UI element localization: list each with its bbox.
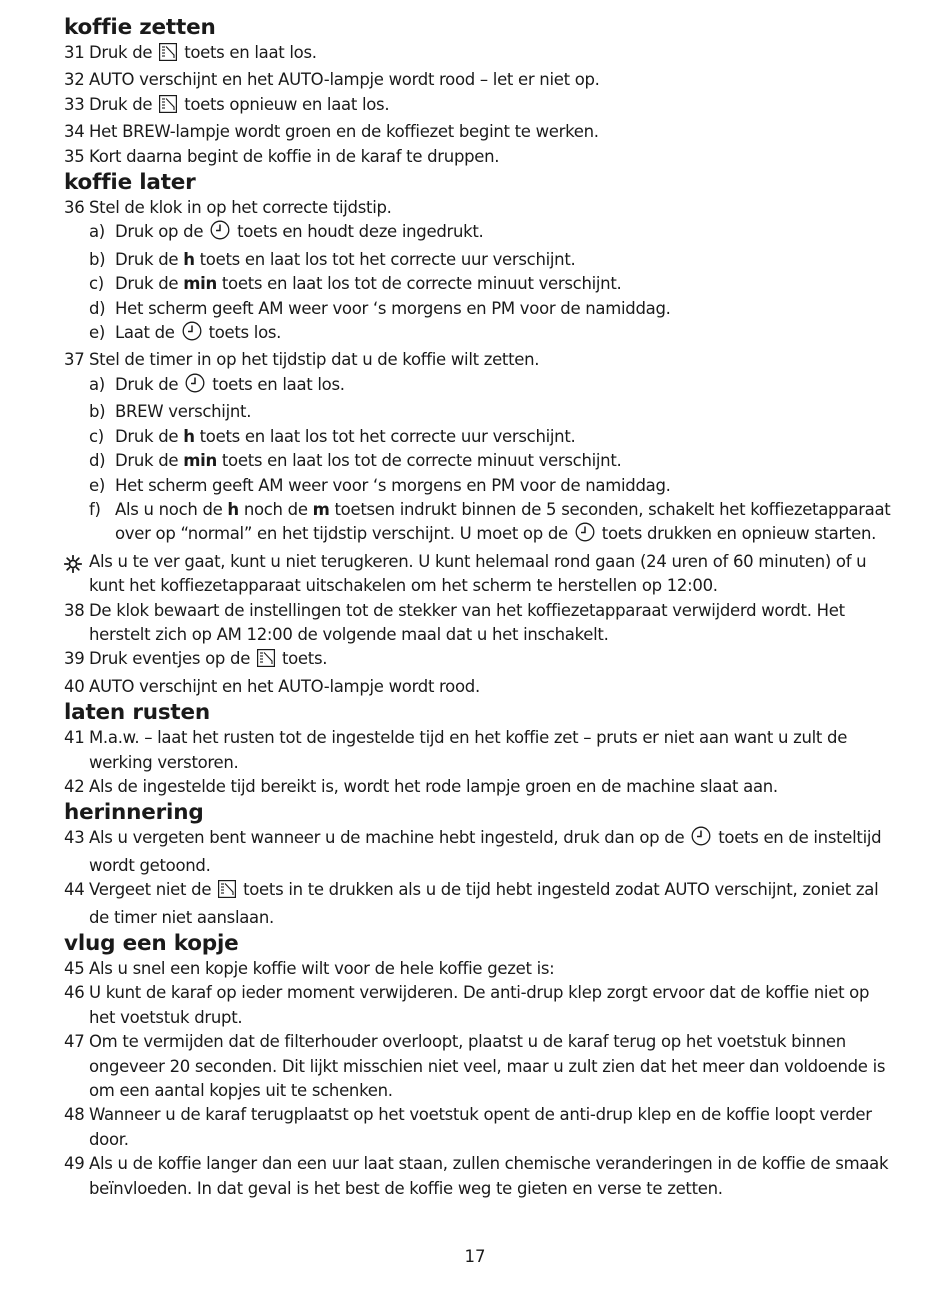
sub-letter: b) [89,249,106,269]
sub-letter: d) [89,451,106,471]
list-item [64,675,894,699]
item-text: Stel de timer in op het tijdstip dat u de koffie wilt zetten. [89,350,540,370]
list-item [64,647,894,674]
manual-page [64,14,894,1201]
sub-letter: d) [89,298,106,318]
sun-tip-icon [64,555,82,573]
item-text: toets en laat los tot de correcte minuut verschijnt. [221,451,622,471]
key-name: h [227,499,239,519]
sub-item [64,425,894,449]
sub-letter: e) [89,323,105,343]
page-number: 17 [464,1247,486,1266]
key-name: min [183,451,217,471]
clock-button-icon [575,522,595,549]
item-text: toets en de insteltijd wordt getoond. [89,828,882,875]
list-item [64,348,894,372]
list-item [64,41,894,68]
brew-button-icon [218,880,236,905]
clock-button-icon [185,373,205,400]
sub-letter: a) [89,222,105,242]
sub-item [64,248,894,272]
clock-button-icon [182,321,202,348]
sub-item [64,400,894,424]
item-text: toets opnieuw en laat los. [184,94,390,114]
item-text: Laat de [115,323,175,343]
item-number: 40 [64,676,85,696]
key-name: m [312,499,330,519]
item-text: toets en laat los. [212,374,345,394]
item-number: 41 [64,728,85,748]
item-text: Kort daarna begint de koffie in de karaf te druppen. [89,146,500,166]
item-text: Druk de [115,274,179,294]
list-item [64,599,894,648]
sub-item [64,220,894,247]
item-text: Als u vergeten bent wanneer u de machine hebt ingesteld, druk dan op de [89,828,685,848]
clock-button-icon [691,826,711,853]
sub-item [64,474,894,498]
item-text: Als de ingestelde tijd bereikt is, wordt het rode lampje groen en de machine slaat aan. [89,776,778,796]
item-text: Het BREW-lampje wordt groen en de koffiezet begint te werken. [89,122,599,142]
key-name: h [183,426,195,446]
list-item [64,957,894,981]
brew-button-icon [257,649,275,674]
item-text: toets. [281,649,328,669]
item-text: De klok bewaart de instellingen tot de stekker van het koffiezetapparaat verwijderd wordt. Het herstelt zich op AM 12:00 de volgende maal dat u het inschakelt. [89,600,845,644]
sub-letter: e) [89,475,105,495]
item-text: Het scherm geeft AM weer voor ‘s morgens en PM voor de namiddag. [115,298,671,318]
item-text: Druk de [115,374,179,394]
item-text: toets en laat los tot het correcte uur verschijnt. [199,426,576,446]
item-number: 49 [64,1154,85,1174]
item-text: AUTO verschijnt en het AUTO-lampje wordt rood – let er niet op. [89,70,600,90]
list-item [64,878,894,930]
item-number: 33 [64,94,85,114]
key-name: min [183,274,217,294]
item-number: 37 [64,350,85,370]
item-text: Stel de klok in op het correcte tijdstip. [89,198,392,218]
item-text: Druk de [89,43,153,62]
sub-letter: f) [89,499,101,519]
sub-letter: c) [89,274,104,294]
item-text: toets los. [208,323,282,343]
item-text: Als u de koffie langer dan een uur laat staan, zullen chemische veranderingen in de koffie de smaak beïnvloeden. In dat geval is het best de koffie weg te gieten en verse te zetten. [89,1154,889,1198]
list-item [64,775,894,799]
item-text: toets drukken en opnieuw starten. [601,524,877,544]
tip-note [64,550,894,599]
item-text: toets en laat los tot de correcte minuut verschijnt. [221,274,622,294]
item-number: 34 [64,122,85,142]
sub-item [64,321,894,348]
sub-letter: c) [89,426,104,446]
item-number: 44 [64,880,85,900]
item-text: toets in te drukken als u de tijd hebt ingesteld zodat AUTO verschijnt, zoniet zal de timer niet aanslaan. [89,880,879,927]
item-text: Druk de [89,94,153,114]
sub-item [64,373,894,400]
list-item [64,68,894,92]
item-text: toets en laat los. [184,43,317,62]
item-number: 39 [64,649,85,669]
sub-letter: a) [89,374,105,394]
list-item [64,1103,894,1152]
item-number: 46 [64,983,85,1003]
item-number: 31 [64,43,85,62]
list-item [64,93,894,120]
item-text: Druk de [115,451,179,471]
item-text: AUTO verschijnt en het AUTO-lampje wordt rood. [89,676,480,696]
list-item [64,726,894,775]
item-text: Druk de [115,249,179,269]
list-item [64,196,894,220]
list-item [64,145,894,169]
brew-button-icon [159,43,177,68]
item-text: toets en laat los tot het correcte uur verschijnt. [199,249,576,269]
item-text: Als u te ver gaat, kunt u niet terugkeren. U kunt helemaal rond gaan (24 uren of 60 minuten) of u kunt het koffiezetapparaat uitschakelen om het scherm te herstellen op 12:00. [89,551,867,596]
item-text: toetsen indrukt binnen de 5 seconden, schakelt het koffiezetapparaat over op “normal” en het tijdstip verschijnt. U moet op de [115,499,891,544]
item-number: 38 [64,600,85,620]
sub-item [64,272,894,296]
item-text: BREW verschijnt. [115,402,252,422]
list-item [64,826,894,878]
item-text: toets en houdt deze ingedrukt. [237,222,484,242]
item-number: 32 [64,70,85,90]
section-title: vlug een kopje [64,931,239,956]
key-name: h [183,249,195,269]
item-text: Druk de [115,426,179,446]
item-text: Druk op de [115,222,204,242]
sub-item [64,498,894,550]
item-number: 42 [64,776,85,796]
item-text: M.a.w. – laat het rusten tot de ingestelde tijd en het koffie zet – pruts er niet aan want u zult de werking verstoren. [89,728,848,772]
item-number: 48 [64,1105,85,1125]
item-text: Druk eventjes op de [89,649,251,669]
section-title: laten rusten [64,700,211,726]
section-title: herinnering [64,800,204,826]
sub-letter: b) [89,402,106,422]
item-text: Om te vermijden dat de filterhouder overloopt, plaatst u de karaf terug op het voetstuk binnen ongeveer 20 seconden. Dit lijkt misschien niet veel, maar u zult zien dat het meer dan voldoende is om een aantal kopjes uit te schenken. [89,1032,886,1101]
list-item [64,1030,894,1103]
clock-button-icon [210,220,230,247]
item-number: 47 [64,1032,85,1052]
sub-item [64,449,894,473]
list-item [64,981,894,1030]
item-number: 36 [64,198,85,218]
item-text: Het scherm geeft AM weer voor ‘s morgens en PM voor de namiddag. [115,475,671,495]
section-title: koffie later [64,170,196,196]
item-text: Als u noch de [115,499,223,519]
list-item [64,1152,894,1201]
brew-button-icon [159,95,177,120]
item-text: Als u snel een kopje koffie wilt voor de hele koffie gezet is: [89,959,555,978]
item-number: 45 [64,959,85,978]
item-text: Wanneer u de karaf terugplaatst op het voetstuk opent de anti-drup klep en de koffie loopt verder door. [89,1105,872,1149]
list-item [64,120,894,144]
section-title: koffie zetten [64,15,216,40]
item-number: 43 [64,828,85,848]
item-text: U kunt de karaf op ieder moment verwijderen. De anti-drup klep zorgt ervoor dat de koffie niet op het voetstuk drupt. [89,983,870,1027]
item-number: 35 [64,146,85,166]
item-text: Vergeet niet de [89,880,212,900]
sub-item [64,297,894,321]
item-text: noch de [243,499,308,519]
